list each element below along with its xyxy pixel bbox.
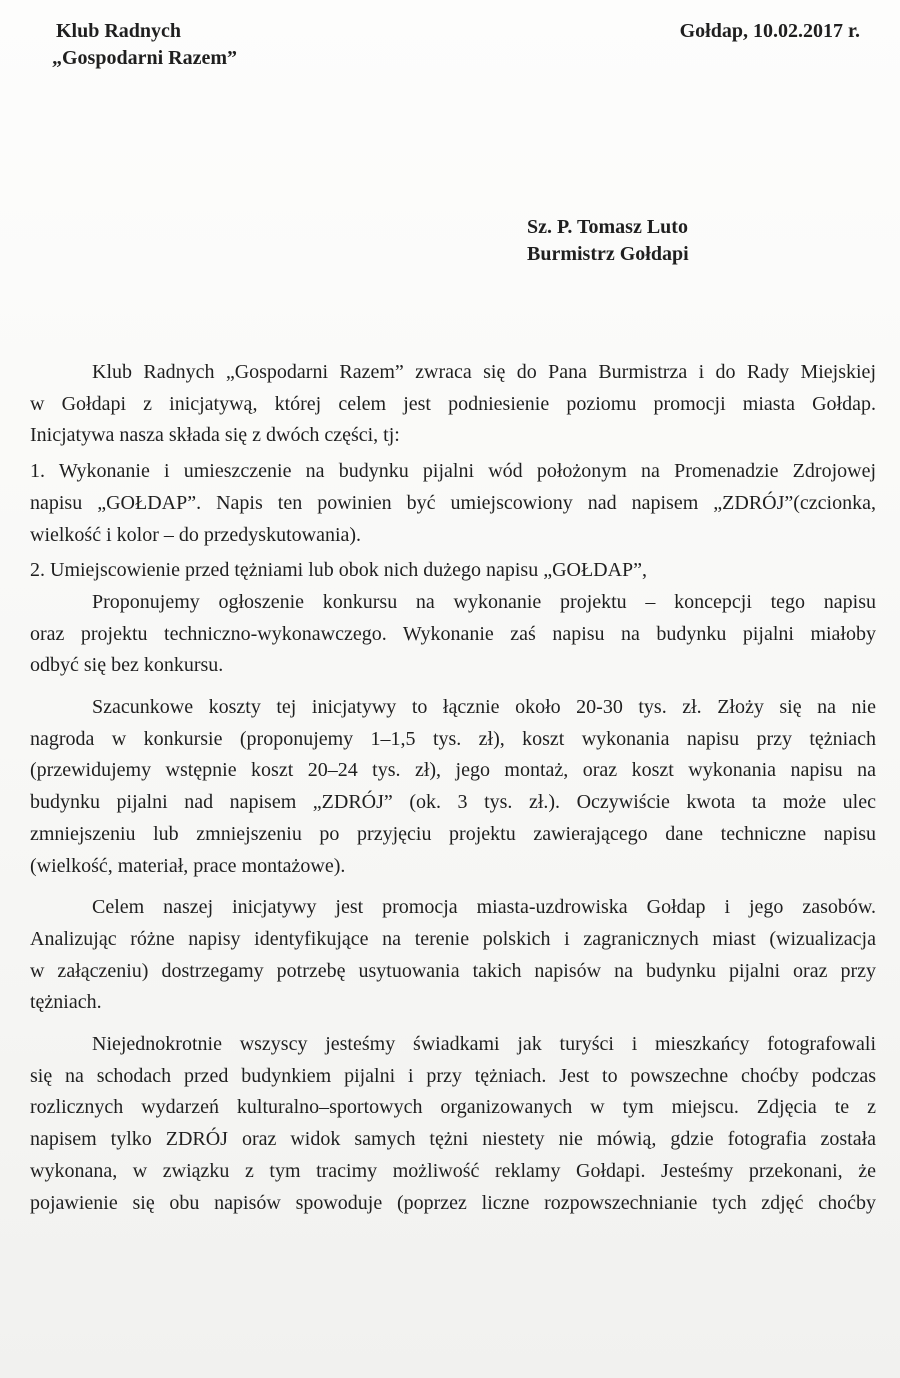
paragraph-contest bbox=[30, 587, 876, 682]
paragraph-point-1 bbox=[30, 456, 876, 551]
text-line: oraz projektu techniczno-wykonawczego. Wykonanie zaś napisu na budynku pijalni miałoby bbox=[30, 622, 876, 645]
text-line: się na schodach przed budynkiem pijalni i przy tężniach. Jest to powszechne choćby podczas bbox=[30, 1064, 876, 1087]
text-line: napisu „GOŁDAP”. Napis ten powinien być umiejscowiony nad napisem „ZDRÓJ”(czcionka, bbox=[30, 491, 876, 514]
text-line: nagroda w konkursie (proponujemy 1–1,5 tys. zł), koszt wykonania napisu przy tężniach bbox=[30, 727, 876, 750]
text-line: (przewidujemy wstępnie koszt 20–24 tys. zł), jego montaż, oraz koszt wykonania napisu na bbox=[30, 759, 876, 782]
letter-date: Gołdap, 10.02.2017 r. bbox=[679, 20, 860, 42]
text-line: w załączeniu) dostrzegamy potrzebę usytuowania takich napisów na budynku pijalni oraz przy bbox=[30, 959, 876, 982]
text-line: 2. Umiejscowienie przed tężniami lub obok nich dużego napisu „GOŁDAP”, bbox=[30, 559, 648, 582]
text-line: tężniach. bbox=[30, 991, 102, 1014]
text-line: w Gołdapi z inicjatywą, której celem jest podniesienie poziomu promocji miasta Gołdap. bbox=[30, 392, 876, 415]
text-line: Klub Radnych „Gospodarni Razem” zwraca się do Pana Burmistrza i do Rady Miejskiej bbox=[92, 361, 876, 383]
paragraph-intro bbox=[30, 357, 876, 452]
text-line: wielkość i kolor – do przedyskutowania). bbox=[30, 523, 362, 546]
text-line: rozlicznych wydarzeń kulturalno–sportowych organizowanych w tym miejscu. Zdjęcia te z bbox=[30, 1096, 876, 1119]
text-line: budynku pijalni nad napisem „ZDRÓJ” (ok. 3 tys. zł.). Oczywiście kwota ta może ulec bbox=[30, 791, 876, 814]
text-line: Celem naszej inicjatywy jest promocja miasta-uzdrowiska Gołdap i jego zasobów. bbox=[92, 896, 876, 919]
text-line: wykonana, w związku z tym tracimy możliwość reklamy Gołdapi. Jesteśmy przekonani, że bbox=[30, 1159, 876, 1182]
paragraph-point-2 bbox=[30, 555, 876, 587]
text-line: Proponujemy ogłoszenie konkursu na wykonanie projektu – koncepcji tego napisu bbox=[92, 590, 876, 613]
recipient-title: Burmistrz Gołdapi bbox=[527, 243, 689, 265]
text-line: 1. Wykonanie i umieszczenie na budynku pijalni wód położonym na Promenadzie Zdrojowej bbox=[30, 460, 876, 483]
text-line: napisem tylko ZDRÓJ oraz widok samych tężni niestety nie mówią, gdzie fotografia została bbox=[30, 1128, 876, 1151]
text-line: pojawienie się obu napisów spowoduje (poprzez liczne rozpowszechnianie tych zdjęć choćby bbox=[30, 1191, 876, 1214]
text-line: zmniejszeniu lub zmniejszeniu po przyjęciu projektu zawierającego dane techniczne napisu bbox=[30, 822, 876, 845]
recipient-block bbox=[527, 214, 689, 268]
text-line: Niejednokrotnie wszyscy jesteśmy świadkami jak turyści i mieszkańcy fotografowali bbox=[92, 1033, 876, 1056]
recipient-name: Sz. P. Tomasz Luto bbox=[527, 216, 688, 238]
text-line: odbyć się bez konkursu. bbox=[30, 654, 224, 677]
sender-line-2: „Gospodarni Razem” bbox=[52, 47, 237, 69]
sender-line-1: Klub Radnych bbox=[56, 20, 182, 42]
letter-body bbox=[30, 357, 876, 1219]
text-line: Inicjatywa nasza składa się z dwóch części, tj: bbox=[30, 424, 400, 447]
text-line: (wielkość, materiał, prace montażowe). bbox=[30, 854, 346, 877]
text-line: Analizując różne napisy identyfikujące na terenie polskich i zagranicznych miast (wizualizacja bbox=[30, 927, 876, 950]
paragraph-photos bbox=[30, 1029, 876, 1219]
paragraph-costs bbox=[30, 692, 876, 882]
text-line: Szacunkowe koszty tej inicjatywy to łącznie około 20-30 tys. zł. Złoży się na nie bbox=[92, 696, 876, 719]
sender-block bbox=[52, 18, 237, 72]
paragraph-goal bbox=[30, 892, 876, 1019]
